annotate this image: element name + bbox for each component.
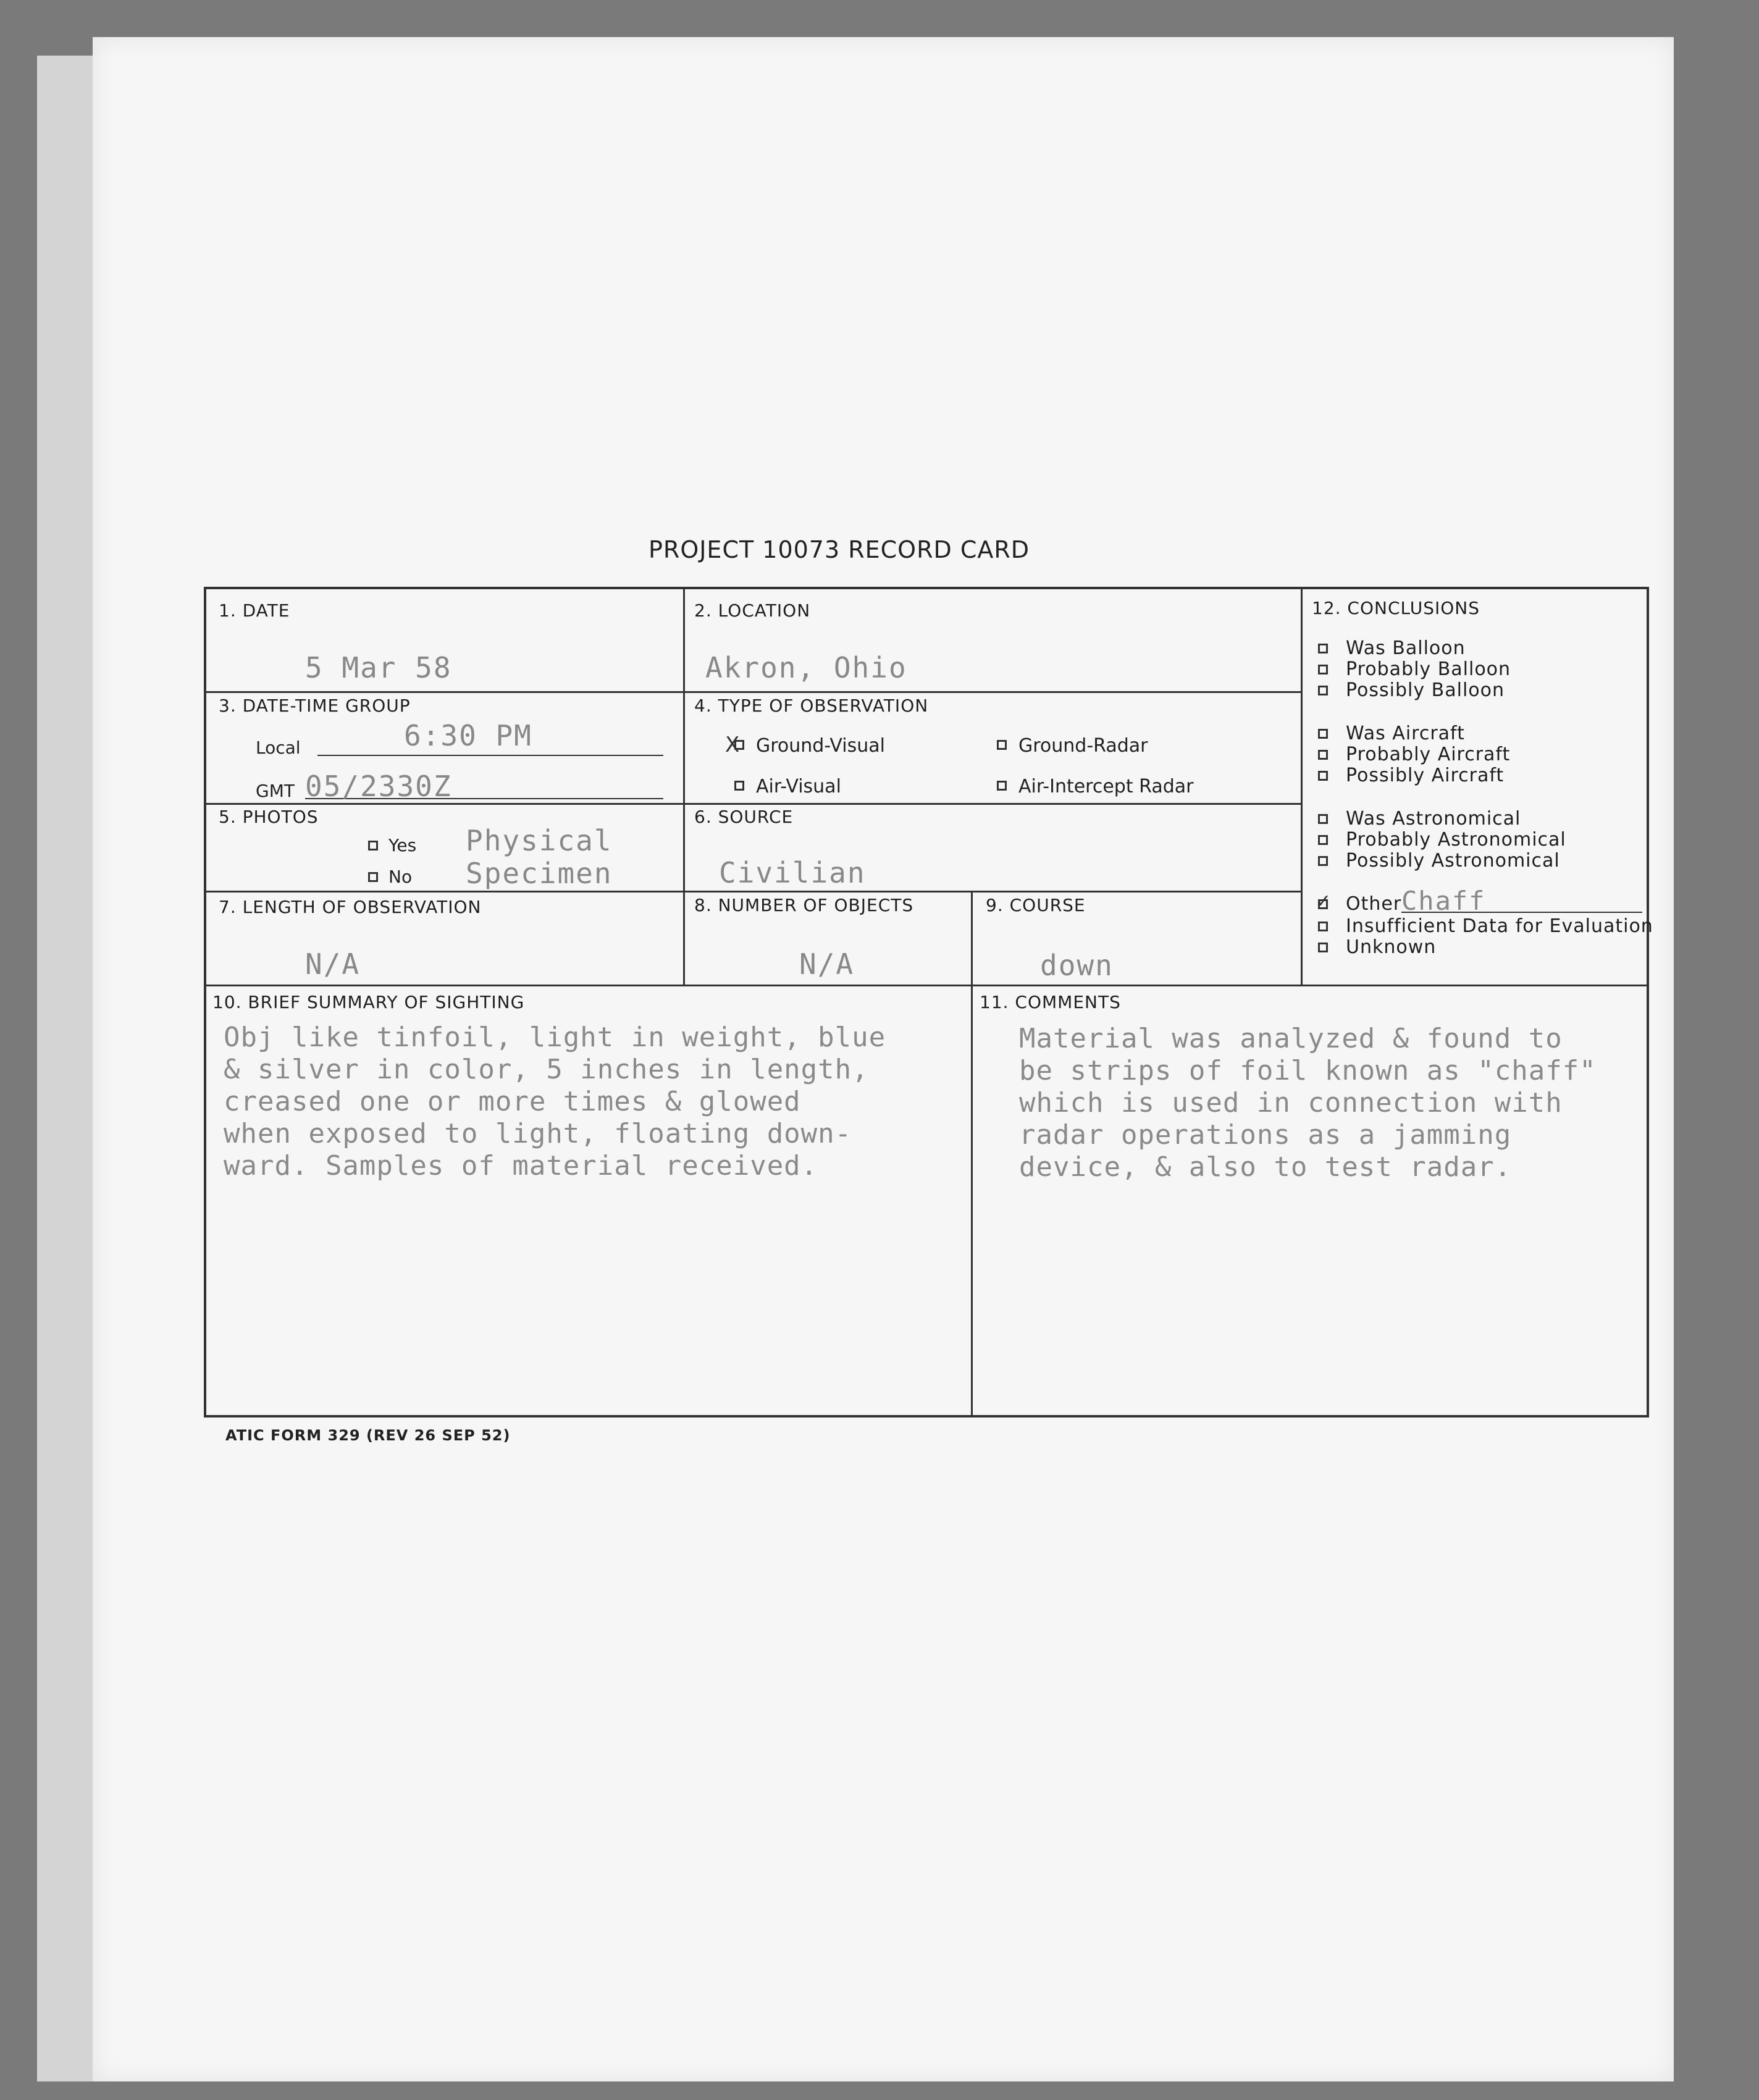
conclusion-insufficient-data: Insufficient Data for Evaluation xyxy=(1346,915,1653,937)
ground-visual-mark: X xyxy=(725,733,740,757)
objects-value: N/A xyxy=(799,947,855,981)
conclusion-was-astronomical: Was Astronomical xyxy=(1346,808,1521,830)
summary-line: & silver in color, 5 inches in length, xyxy=(224,1054,869,1085)
conclusion-checkbox xyxy=(1318,686,1328,695)
conclusion-was-aircraft: Was Aircraft xyxy=(1346,723,1465,744)
comments-text xyxy=(1019,1023,1648,1208)
photos-note-1: Physical xyxy=(466,824,613,857)
length-label: 7. LENGTH OF OBSERVATION xyxy=(219,897,482,917)
conclusion-checkbox xyxy=(1318,729,1328,739)
photos-yes-checkbox xyxy=(368,841,378,850)
conclusion-checkbox xyxy=(1318,835,1328,845)
local-line xyxy=(317,755,663,756)
conclusion-checkbox xyxy=(1318,771,1328,781)
course-label: 9. COURSE xyxy=(986,895,1086,915)
photos-note-2: Specimen xyxy=(466,857,613,890)
gmt-label: GMT xyxy=(256,781,295,801)
date-value: 5 Mar 58 xyxy=(305,651,452,684)
ground-radar-checkbox xyxy=(997,740,1007,750)
conclusion-checkbox xyxy=(1318,922,1328,931)
comments-line: which is used in connection with xyxy=(1019,1087,1563,1119)
summary-line: Obj like tinfoil, light in weight, blue xyxy=(224,1022,886,1053)
location-label: 2. LOCATION xyxy=(694,600,811,621)
conclusion-checkbox xyxy=(1318,856,1328,866)
length-value: N/A xyxy=(305,947,361,981)
conclusion-checkbox xyxy=(1318,644,1328,653)
conclusion-other-mark: ✓ xyxy=(1316,891,1332,912)
conclusion-possibly-astronomical: Possibly Astronomical xyxy=(1346,850,1560,872)
comments-line: Material was analyzed & found to xyxy=(1019,1023,1563,1054)
ground-radar-label: Ground-Radar xyxy=(1018,735,1148,757)
conclusion-possibly-aircraft: Possibly Aircraft xyxy=(1346,765,1505,786)
conclusion-possibly-balloon: Possibly Balloon xyxy=(1346,679,1505,701)
divider xyxy=(206,803,1301,805)
gmt-value: 05/2330Z xyxy=(305,770,452,803)
air-intercept-label: Air-Intercept Radar xyxy=(1018,776,1194,797)
divider xyxy=(206,985,1649,986)
photos-no-label: No xyxy=(388,867,413,887)
summary-label: 10. BRIEF SUMMARY OF SIGHTING xyxy=(212,992,525,1012)
divider xyxy=(206,691,1301,693)
photos-yes-label: Yes xyxy=(388,835,417,855)
scan-edge xyxy=(37,56,96,2081)
conclusion-other: Other xyxy=(1346,893,1402,915)
comments-line: radar operations as a jamming xyxy=(1019,1119,1512,1151)
conclusion-checkbox xyxy=(1318,814,1328,824)
location-value: Akron, Ohio xyxy=(705,651,907,684)
photos-label: 5. PHOTOS xyxy=(219,807,319,827)
conclusion-probably-astronomical: Probably Astronomical xyxy=(1346,829,1566,850)
ground-visual-label: Ground-Visual xyxy=(756,735,885,757)
local-value: 6:30 PM xyxy=(404,719,532,752)
air-visual-checkbox xyxy=(734,781,744,791)
divider xyxy=(683,589,685,985)
page-title: PROJECT 10073 RECORD CARD xyxy=(649,536,1030,563)
divider xyxy=(1301,589,1303,985)
conclusion-probably-aircraft: Probably Aircraft xyxy=(1346,744,1511,765)
conclusion-probably-balloon: Probably Balloon xyxy=(1346,658,1511,680)
photos-no-checkbox xyxy=(368,872,378,882)
conclusion-checkbox xyxy=(1318,750,1328,760)
form-footer: ATIC FORM 329 (REV 26 SEP 52) xyxy=(225,1427,511,1444)
type-label: 4. TYPE OF OBSERVATION xyxy=(694,695,929,716)
summary-line: ward. Samples of material received. xyxy=(224,1150,818,1182)
record-card xyxy=(204,587,1653,1418)
comments-line: be strips of foil known as "chaff" xyxy=(1019,1055,1597,1086)
summary-line: creased one or more times & glowed xyxy=(224,1086,801,1117)
source-value: Civilian xyxy=(719,856,866,889)
summary-line: when exposed to light, floating down- xyxy=(224,1118,852,1149)
course-value: down xyxy=(1040,949,1114,982)
conclusion-was-balloon: Was Balloon xyxy=(1346,637,1466,659)
divider xyxy=(971,985,973,1417)
conclusion-checkbox xyxy=(1318,943,1328,952)
conclusion-other-value: Chaff xyxy=(1401,886,1486,916)
conclusion-unknown: Unknown xyxy=(1346,936,1437,958)
source-label: 6. SOURCE xyxy=(694,807,794,827)
comments-label: 11. COMMENTS xyxy=(980,992,1121,1012)
local-label: Local xyxy=(256,737,301,758)
summary-text xyxy=(224,1022,968,1207)
air-intercept-checkbox xyxy=(997,781,1007,791)
objects-label: 8. NUMBER OF OBJECTS xyxy=(694,895,914,915)
conclusion-checkbox xyxy=(1318,665,1328,674)
comments-line: device, & also to test radar. xyxy=(1019,1151,1512,1183)
conclusions-label: 12. CONCLUSIONS xyxy=(1312,598,1480,618)
divider xyxy=(971,892,973,985)
air-visual-label: Air-Visual xyxy=(756,776,841,797)
divider xyxy=(206,891,1301,892)
date-label: 1. DATE xyxy=(219,600,290,621)
dtg-label: 3. DATE-TIME GROUP xyxy=(219,695,411,716)
